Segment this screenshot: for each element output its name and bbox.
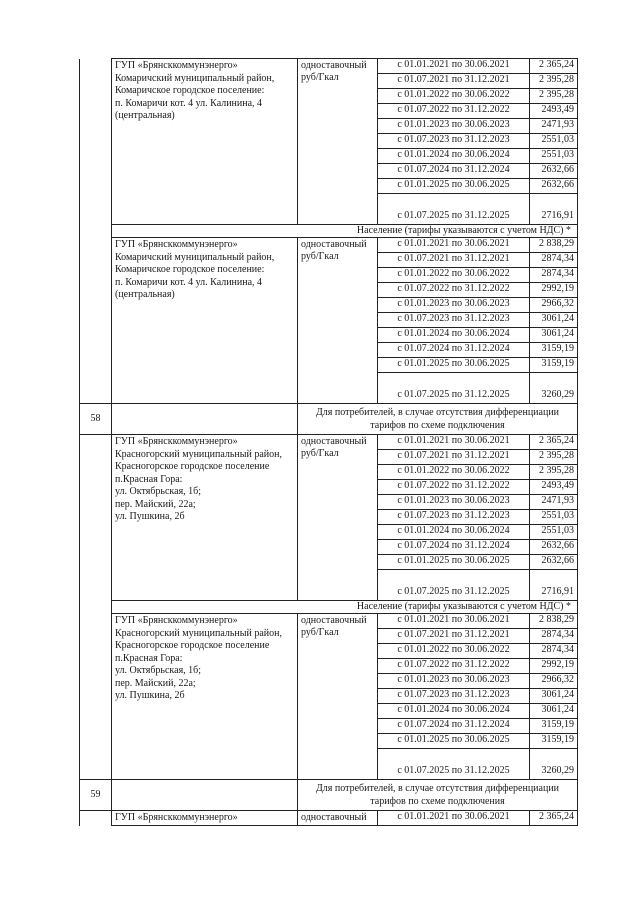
price-cell: 3061,24 bbox=[530, 328, 578, 343]
period-cell: с 01.01.2025 по 30.06.2025 bbox=[378, 734, 530, 749]
period-cell: с 01.07.2024 по 31.12.2024 bbox=[378, 164, 530, 179]
price-cell: 2966,32 bbox=[530, 674, 578, 689]
note-text: Население (тарифы указываются с учетом НДС) * bbox=[112, 225, 578, 238]
period-cell: с 01.07.2023 по 31.12.2023 bbox=[378, 313, 530, 328]
tariff-type-line: одноставочный bbox=[301, 812, 367, 823]
organization-line: Красногорский муниципальный район, bbox=[115, 448, 282, 460]
row-number-cell bbox=[80, 225, 112, 238]
section-number: 59 bbox=[80, 780, 112, 811]
price-cell: 3260,29 bbox=[530, 749, 578, 780]
organization-line: Комаричское городское поселение: bbox=[115, 264, 265, 275]
organization-line: пер. Майский, 22а; bbox=[115, 498, 196, 510]
period-cell: с 01.07.2022 по 31.12.2022 bbox=[378, 659, 530, 674]
price-cell: 3061,24 bbox=[530, 689, 578, 704]
period-cell: с 01.01.2024 по 30.06.2024 bbox=[378, 704, 530, 719]
price-cell: 2 838,29 bbox=[530, 614, 578, 629]
period-cell: с 01.07.2024 по 31.12.2024 bbox=[378, 343, 530, 358]
tariff-row bbox=[80, 811, 578, 826]
price-cell: 2493,49 bbox=[530, 104, 578, 119]
period-cell: с 01.01.2021 по 30.06.2021 bbox=[378, 238, 530, 253]
tariff-type-cell bbox=[298, 614, 378, 780]
price-cell: 2874,34 bbox=[530, 644, 578, 659]
price-cell: 3260,29 bbox=[530, 373, 578, 404]
tariff-type-cell bbox=[298, 435, 378, 601]
price-cell: 3159,19 bbox=[530, 358, 578, 373]
period-cell: с 01.07.2021 по 31.12.2021 bbox=[378, 629, 530, 644]
note-row bbox=[80, 225, 578, 238]
period-cell: с 01.01.2024 по 30.06.2024 bbox=[378, 328, 530, 343]
organization-line: ГУП «Брянсккоммунэнерго» bbox=[115, 812, 238, 823]
price-cell: 2632,66 bbox=[530, 179, 578, 194]
tariff-type-line: руб/Гкал bbox=[301, 251, 339, 262]
period-cell: с 01.07.2025 по 31.12.2025 bbox=[378, 570, 530, 601]
section-header-title: Для потребителей, в случае отсутствия дифференциации тарифов по схеме подключения bbox=[298, 404, 578, 435]
price-cell: 2632,66 bbox=[530, 540, 578, 555]
period-cell: с 01.07.2021 по 31.12.2021 bbox=[378, 450, 530, 465]
period-cell: с 01.01.2023 по 30.06.2023 bbox=[378, 495, 530, 510]
organization-line: Красногорское городское поселение bbox=[115, 461, 270, 472]
row-number-cell bbox=[80, 238, 112, 404]
period-cell: с 01.07.2025 по 31.12.2025 bbox=[378, 373, 530, 404]
period-cell: с 01.01.2023 по 30.06.2023 bbox=[378, 298, 530, 313]
organization-cell bbox=[112, 238, 298, 404]
price-cell: 3159,19 bbox=[530, 734, 578, 749]
period-cell: с 01.07.2022 по 31.12.2022 bbox=[378, 480, 530, 495]
section-header-title: Для потребителей, в случае отсутствия дифференциации тарифов по схеме подключения bbox=[298, 780, 578, 811]
period-cell: с 01.01.2021 по 30.06.2021 bbox=[378, 435, 530, 450]
tariff-type-line: руб/Гкал bbox=[301, 448, 339, 459]
section-header-empty-cell bbox=[112, 404, 298, 435]
period-cell: с 01.01.2025 по 30.06.2025 bbox=[378, 358, 530, 373]
price-cell: 2471,93 bbox=[530, 495, 578, 510]
price-cell: 3061,24 bbox=[530, 704, 578, 719]
period-cell: с 01.01.2022 по 30.06.2022 bbox=[378, 465, 530, 480]
price-cell: 2551,03 bbox=[530, 149, 578, 164]
tariff-row bbox=[80, 435, 578, 450]
organization-line: ГУП «Брянсккоммунэнерго» bbox=[115, 436, 238, 447]
period-cell: с 01.07.2022 по 31.12.2022 bbox=[378, 104, 530, 119]
organization-line: ул. Октябрьская, 1б; bbox=[115, 486, 202, 497]
tariff-type-line: одноставочный bbox=[301, 60, 367, 71]
section-header-row bbox=[80, 404, 578, 435]
organization-cell bbox=[112, 614, 298, 780]
period-cell: с 01.07.2025 по 31.12.2025 bbox=[378, 749, 530, 780]
price-cell: 2551,03 bbox=[530, 510, 578, 525]
section-header-empty-cell bbox=[112, 780, 298, 811]
period-cell: с 01.07.2022 по 31.12.2022 bbox=[378, 283, 530, 298]
period-cell: с 01.01.2025 по 30.06.2025 bbox=[378, 555, 530, 570]
period-cell: с 01.01.2021 по 30.06.2021 bbox=[378, 614, 530, 629]
tariff-table bbox=[79, 58, 578, 826]
organization-line: Комаричский муниципальный район, bbox=[115, 72, 275, 84]
tariff-row bbox=[80, 614, 578, 629]
note-row bbox=[80, 601, 578, 614]
period-cell: с 01.07.2021 по 31.12.2021 bbox=[378, 253, 530, 268]
organization-line: п. Комаричи кот. 4 ул. Калинина, 4 bbox=[115, 276, 263, 288]
price-cell: 3159,19 bbox=[530, 719, 578, 734]
period-cell: с 01.01.2025 по 30.06.2025 bbox=[378, 179, 530, 194]
period-cell: с 01.07.2025 по 31.12.2025 bbox=[378, 194, 530, 225]
document-page bbox=[79, 58, 577, 826]
price-cell: 2874,34 bbox=[530, 253, 578, 268]
price-cell: 2966,32 bbox=[530, 298, 578, 313]
tariff-type-line: одноставочный bbox=[301, 615, 367, 626]
price-cell: 2493,49 bbox=[530, 480, 578, 495]
tariff-table-body bbox=[80, 59, 578, 826]
price-cell: 2 395,28 bbox=[530, 74, 578, 89]
period-cell: с 01.01.2023 по 30.06.2023 bbox=[378, 119, 530, 134]
price-cell: 2 365,24 bbox=[530, 811, 578, 826]
period-cell: с 01.07.2023 по 31.12.2023 bbox=[378, 134, 530, 149]
period-cell: с 01.01.2024 по 30.06.2024 bbox=[378, 525, 530, 540]
organization-cell bbox=[112, 811, 298, 826]
price-cell: 2 838,29 bbox=[530, 238, 578, 253]
period-cell: с 01.07.2023 по 31.12.2023 bbox=[378, 689, 530, 704]
period-cell: с 01.01.2022 по 30.06.2022 bbox=[378, 644, 530, 659]
price-cell: 3159,19 bbox=[530, 343, 578, 358]
price-cell: 2992,19 bbox=[530, 659, 578, 674]
period-cell: с 01.07.2024 по 31.12.2024 bbox=[378, 540, 530, 555]
price-cell: 2 395,28 bbox=[530, 465, 578, 480]
organization-line: пер. Майский, 22а; bbox=[115, 677, 196, 689]
period-cell: с 01.01.2022 по 30.06.2022 bbox=[378, 89, 530, 104]
price-cell: 2551,03 bbox=[530, 134, 578, 149]
price-cell: 2551,03 bbox=[530, 525, 578, 540]
tariff-type-line: одноставочный bbox=[301, 239, 367, 250]
row-number-cell bbox=[80, 435, 112, 601]
price-cell: 2 365,24 bbox=[530, 59, 578, 74]
organization-line: Комаричское городское поселение: bbox=[115, 85, 265, 96]
price-cell: 2 395,28 bbox=[530, 450, 578, 465]
tariff-type-cell bbox=[298, 59, 378, 225]
price-cell: 2716,91 bbox=[530, 194, 578, 225]
tariff-type-cell bbox=[298, 811, 378, 826]
organization-cell bbox=[112, 59, 298, 225]
tariff-row bbox=[80, 59, 578, 74]
organization-line: (центральная) bbox=[115, 289, 175, 300]
tariff-type-line: руб/Гкал bbox=[301, 72, 339, 83]
section-header-row bbox=[80, 780, 578, 811]
row-number-cell bbox=[80, 59, 112, 225]
row-number-cell bbox=[80, 601, 112, 614]
price-cell: 2874,34 bbox=[530, 268, 578, 283]
organization-line: ГУП «Брянсккоммунэнерго» bbox=[115, 60, 238, 71]
price-cell: 2632,66 bbox=[530, 555, 578, 570]
period-cell: с 01.07.2021 по 31.12.2021 bbox=[378, 74, 530, 89]
organization-line: ул. Пушкина, 2б bbox=[115, 511, 185, 522]
period-cell: с 01.01.2021 по 30.06.2021 bbox=[378, 59, 530, 74]
row-number-cell bbox=[80, 614, 112, 780]
price-cell: 2874,34 bbox=[530, 629, 578, 644]
organization-line: Красногорское городское поселение bbox=[115, 640, 270, 651]
organization-line: Комаричский муниципальный район, bbox=[115, 251, 275, 263]
price-cell: 2 365,24 bbox=[530, 435, 578, 450]
price-cell: 3061,24 bbox=[530, 313, 578, 328]
organization-line: п. Комаричи кот. 4 ул. Калинина, 4 bbox=[115, 97, 263, 109]
organization-line: п.Красная Гора: bbox=[115, 652, 183, 664]
period-cell: с 01.01.2024 по 30.06.2024 bbox=[378, 149, 530, 164]
price-cell: 2716,91 bbox=[530, 570, 578, 601]
organization-line: ул. Пушкина, 2б bbox=[115, 690, 185, 701]
tariff-type-cell bbox=[298, 238, 378, 404]
tariff-row bbox=[80, 238, 578, 253]
organization-line: ул. Октябрьская, 1б; bbox=[115, 665, 202, 676]
row-number-cell bbox=[80, 811, 112, 826]
organization-line: Красногорский муниципальный район, bbox=[115, 627, 282, 639]
organization-line: (центральная) bbox=[115, 110, 175, 121]
note-text: Население (тарифы указываются с учетом НДС) * bbox=[112, 601, 578, 614]
organization-line: п.Красная Гора: bbox=[115, 473, 183, 485]
period-cell: с 01.01.2023 по 30.06.2023 bbox=[378, 674, 530, 689]
tariff-type-line: руб/Гкал bbox=[301, 627, 339, 638]
tariff-type-line: одноставочный bbox=[301, 436, 367, 447]
period-cell: с 01.01.2021 по 30.06.2021 bbox=[378, 811, 530, 826]
section-number: 58 bbox=[80, 404, 112, 435]
price-cell: 2992,19 bbox=[530, 283, 578, 298]
organization-line: ГУП «Брянсккоммунэнерго» bbox=[115, 239, 238, 250]
organization-cell bbox=[112, 435, 298, 601]
organization-line: ГУП «Брянсккоммунэнерго» bbox=[115, 615, 238, 626]
price-cell: 2471,93 bbox=[530, 119, 578, 134]
period-cell: с 01.01.2022 по 30.06.2022 bbox=[378, 268, 530, 283]
price-cell: 2632,66 bbox=[530, 164, 578, 179]
price-cell: 2 395,28 bbox=[530, 89, 578, 104]
period-cell: с 01.07.2024 по 31.12.2024 bbox=[378, 719, 530, 734]
period-cell: с 01.07.2023 по 31.12.2023 bbox=[378, 510, 530, 525]
